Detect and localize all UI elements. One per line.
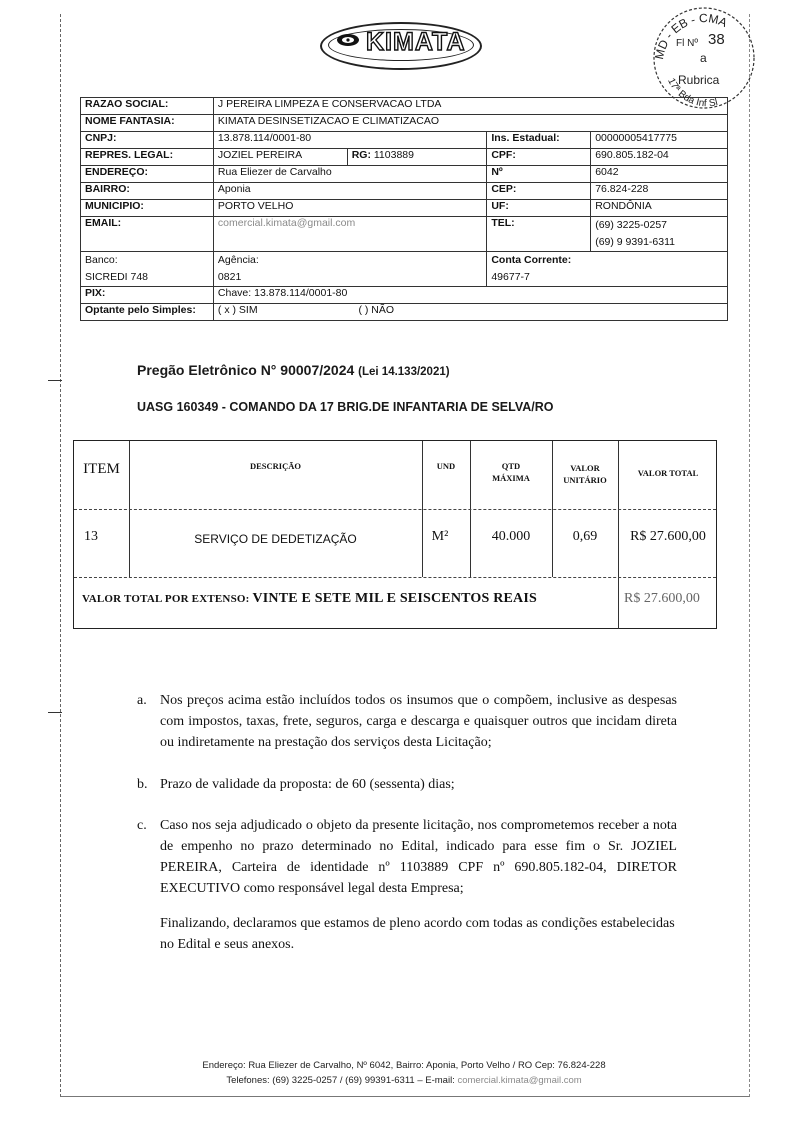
conta-label: Conta Corrente: (491, 254, 572, 266)
cep-value: 76.824-228 (591, 183, 728, 200)
nome-fantasia-value: KIMATA DESINSETIZACAO E CLIMATIZACAO (213, 115, 727, 132)
pest-control-logo-mark-icon (335, 32, 361, 48)
razao-social-value: J PEREIRA LIMPEZA E CONSERVACAO LTDA (213, 98, 727, 115)
term-a (137, 690, 677, 753)
header-und: UND (436, 461, 456, 471)
numero-label: Nº (487, 166, 591, 183)
table-row (81, 115, 728, 132)
cep-label: CEP: (487, 183, 591, 200)
repres-legal-label: REPRES. LEGAL: (81, 149, 214, 166)
footer-email: comercial.kimata@gmail.com (457, 1075, 582, 1086)
cpf-label: CPF: (487, 149, 591, 166)
header-descricao: DESCRIÇÃO (249, 461, 301, 471)
items-table (73, 440, 717, 629)
header-valor-line1: VALOR (570, 463, 600, 473)
endereco-value: Rua Eliezer de Carvalho (213, 166, 486, 183)
term-c (137, 815, 677, 899)
simples-label: Optante pelo Simples: (81, 304, 214, 321)
agencia-cell (213, 252, 486, 287)
ins-estadual-label: Ins. Estadual: (487, 132, 591, 149)
table-row (81, 252, 728, 287)
pregao-heading (137, 362, 450, 378)
margin-mark (48, 380, 62, 389)
extenso-label: VALOR TOTAL POR EXTENSO: (82, 593, 250, 605)
email-value: comercial.kimata@gmail.com (213, 217, 486, 252)
header-valor-total: VALOR TOTAL (637, 468, 699, 478)
company-logo (320, 22, 482, 70)
row-und: M² (431, 529, 449, 544)
term-text: Caso nos seja adjudicado o objeto da presente licitação, nos comprometemos receber a nota de empenho no prazo determinado no Edital, indicado para esse fim o Sr. JOZIEL PEREIRA, Carteira de identidade nº 1103889 CPF nº 690.805.182-04, DIRETOR EXECUTIVO como responsável legal desta Empresa; (160, 818, 677, 896)
header-valor-line2: UNITÁRIO (563, 475, 607, 485)
rg-value: 1103889 (373, 149, 414, 161)
row-qtd: 40.000 (491, 529, 531, 544)
footer-address: Endereço: Rua Eliezer de Carvalho, Nº 6042, Bairro: Aponia, Porto Velho / RO Cep: 76.824-228 (202, 1060, 606, 1071)
row-descricao: SERVIÇO DE DEDETIZAÇÃO (194, 532, 357, 546)
header-qtd-line2: MÁXIMA (492, 473, 530, 483)
municipio-value: PORTO VELHO (213, 200, 486, 217)
rg-label: RG: (351, 149, 371, 161)
header-valor-unitario (552, 462, 618, 486)
bairro-label: BAIRRO: (81, 183, 214, 200)
table-row (81, 166, 728, 183)
tel-label: TEL: (487, 217, 591, 252)
stamp-bottom-arc: 17ª Bda Inf Sl (665, 76, 719, 110)
term-text: Nos preços acima estão incluídos todos os insumos que o compõem, inclusive as despesas com impostos, taxas, frete, seguros, carga e descarga e quaisquer outros que incidam direta ou indiretamente na prestação dos serviços desta Licitação; (160, 693, 677, 750)
agencia-value: 0821 (217, 271, 242, 283)
header-qtd-line1: QTD (501, 461, 521, 471)
simples-nao: ( ) NÃO (358, 304, 395, 316)
table-row (81, 132, 728, 149)
term-marker: b. (137, 777, 148, 792)
margin-mark (48, 712, 62, 721)
ins-estadual-value: 00000005417775 (591, 132, 728, 149)
table-row (81, 149, 728, 166)
banco-cell (81, 252, 214, 287)
term-marker: c. (137, 818, 147, 833)
table-row (81, 217, 728, 252)
banco-label: Banco: (85, 254, 118, 266)
numero-value: 6042 (591, 166, 728, 183)
row-divider (74, 577, 716, 578)
endereco-label: ENDEREÇO: (81, 166, 214, 183)
extenso-row (82, 591, 537, 607)
uf-label: UF: (487, 200, 591, 217)
extenso-total: R$ 27.600,00 (624, 591, 700, 606)
simples-cell (213, 304, 727, 321)
stamp-initial: a (700, 51, 707, 65)
municipio-label: MUNICIPIO: (81, 200, 214, 217)
tel-value-2: (69) 9 9391-6311 (595, 236, 675, 248)
row-divider (74, 509, 716, 510)
table-row (81, 183, 728, 200)
lei-reference: (Lei 14.133/2021) (358, 366, 450, 378)
table-row (81, 98, 728, 115)
protocol-stamp (648, 2, 758, 112)
row-item-number: 13 (84, 529, 98, 544)
rg-cell (347, 149, 487, 166)
nome-fantasia-label: NOME FANTASIA: (81, 115, 214, 132)
logo-brand-text: KIMATA (366, 28, 466, 56)
term-marker: a. (137, 693, 147, 708)
table-row (81, 304, 728, 321)
uasg-heading: UASG 160349 - COMANDO DA 17 BRIG.DE INFANTARIA DE SELVA/RO (137, 400, 554, 414)
extenso-value: VINTE E SETE MIL E SEISCENTOS REAIS (252, 591, 537, 606)
conta-cell (487, 252, 728, 287)
cnpj-value: 13.878.114/0001-80 (213, 132, 486, 149)
table-row (81, 287, 728, 304)
footer-contacts (60, 1075, 748, 1086)
tel-values (591, 217, 728, 252)
stamp-page-number: 38 (708, 31, 725, 48)
table-row (81, 200, 728, 217)
simples-sim: ( x ) SIM (217, 304, 258, 316)
row-valor-total: R$ 27.600,00 (630, 529, 706, 544)
email-label: EMAIL: (81, 217, 214, 252)
cpf-value: 690.805.182-04 (591, 149, 728, 166)
header-qtd (470, 460, 552, 484)
pix-value: Chave: 13.878.114/0001-80 (213, 287, 727, 304)
closing-paragraph: Finalizando, declaramos que estamos de pleno acordo com todas as condições estabelecidas no Edital e seus anexos. (160, 916, 675, 952)
bairro-value: Aponia (213, 183, 486, 200)
stamp-page-prefix: Fl Nº (676, 38, 698, 49)
pregao-title: Pregão Eletrônico N° 90007/2024 (137, 362, 355, 378)
banco-value: SICREDI 748 (85, 271, 149, 283)
stamp-rubric: Rubrica (678, 73, 720, 87)
uf-value: RONDÔNIA (591, 200, 728, 217)
cnpj-label: CNPJ: (81, 132, 214, 149)
header-item: ITEM (83, 461, 120, 477)
conta-value: 49677-7 (491, 271, 530, 283)
pix-label: PIX: (81, 287, 214, 304)
term-b (137, 774, 677, 795)
tel-value-1: (69) 3225-0257 (595, 219, 668, 231)
stamp-top-arc: MD - EB - CMA (651, 11, 730, 61)
company-data-table (80, 97, 728, 321)
row-valor-unitario: 0,69 (572, 529, 598, 544)
razao-social-label: RAZAO SOCIAL: (81, 98, 214, 115)
agencia-label: Agência: (217, 254, 259, 266)
term-text: Prazo de validade da proposta: de 60 (sessenta) dias; (160, 777, 455, 792)
footer-phones: Telefones: (69) 3225-0257 / (69) 99391-6311 – E-mail: (226, 1075, 455, 1086)
repres-legal-value: JOZIEL PEREIRA (213, 149, 347, 166)
